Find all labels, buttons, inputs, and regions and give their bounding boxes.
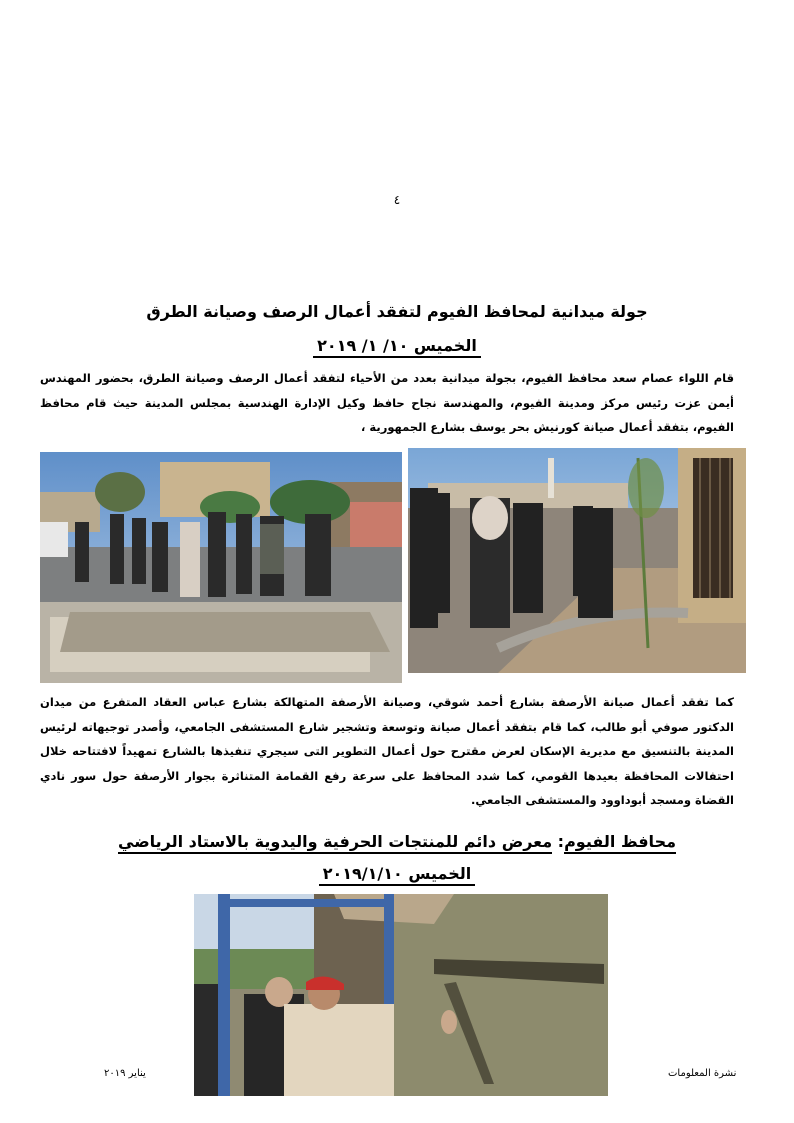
photo-inspection-left xyxy=(40,452,402,683)
article2-title-main: معرض دائم للمنتجات الحرفية واليدوية بالاستاد الرياضي xyxy=(118,832,552,854)
article1-title: جولة ميدانية لمحافظ الفيوم لتفقد أعمال الرصف وصيانة الطرق xyxy=(146,302,648,321)
p2-line3: لعرض مقترح حول أعمال التطوير التى سيجري تنفيذها بالشارع تمهيداً لافتتاحه خلال احتفالات المحافظة بعيدها القومي، كما شدد المحافظ xyxy=(40,744,734,783)
article2-date xyxy=(60,864,734,883)
p1-line3: يوسف بشارع الجمهورية ، xyxy=(361,420,506,434)
p1-line1: قام اللواء عصام سعد محافظ الفيوم، بجولة ميدانية بعدد من الأحياء لتفقد أعمال الرصف وصيانة الطرق، بحضور المهندس أيمن عزت رئيس xyxy=(40,371,734,410)
photo-exhibition-image xyxy=(194,894,608,1096)
article2-title-separator: : xyxy=(552,832,565,851)
article1-paragraph1 xyxy=(40,366,734,440)
article2-date-text: الخميس ٢٠١٩/١/١٠ xyxy=(319,864,476,886)
photo-exhibition xyxy=(194,894,608,1096)
photo-inspection-left-image xyxy=(40,452,402,683)
article1-date-text: الخميس ١٠/ ١/ ٢٠١٩ xyxy=(313,336,481,358)
article1-paragraph2 xyxy=(40,690,734,813)
photo-inspection-right xyxy=(408,448,746,673)
p2-line4: على سرعة رفع القمامة المتناثرة بجوار الأرصفة حول سور نادي القضاة ومسجد أبوداوود والمستشفى الجامعي. xyxy=(40,768,734,807)
article2-title xyxy=(60,832,734,851)
article2-title-governor: محافظ الفيوم xyxy=(564,832,676,854)
footer-date: يناير ٢٠١٩ xyxy=(104,1068,146,1079)
p2-line2: طالب، كما قام بتفقد أعمال صيانة وتوسعة وتشجير شارع المستشفى الجامعي، وأصدر توجيهاته لرئيس المدينة بالتنسيق مع مديرية الإسكان xyxy=(40,719,734,758)
footer-publication: نشرة المعلومات xyxy=(668,1068,737,1079)
p1-line2: مركز ومدينة الفيوم، والمهندسة نجاح حافظ وكيل الإدارة الهندسية بمجلس المدينة حيث قام محافظ الفيوم، بتفقد أعمال صيانة كورنيش بحر xyxy=(40,395,734,434)
p2-line1: كما تفقد أعمال صيانة الأرصفة بشارع أحمد شوقي، وصيانة الأرصفة المتهالكة بشارع عباس العقاد المتفرع من ميدان الدكتور صوفي أبو xyxy=(40,695,734,734)
page-number: ٤ xyxy=(393,193,401,207)
article1-date xyxy=(60,336,734,355)
photo-inspection-right-image xyxy=(408,448,746,673)
